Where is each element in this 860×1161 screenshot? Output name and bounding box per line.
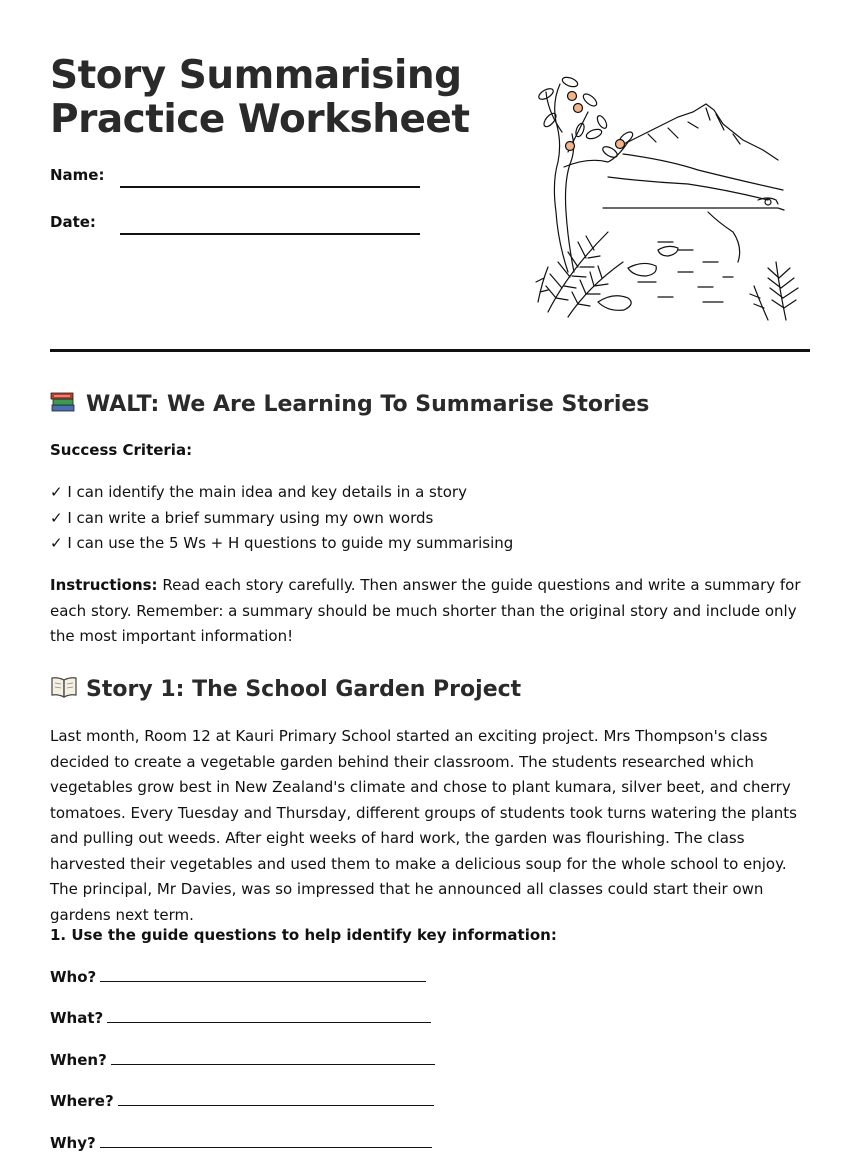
instructions-label: Instructions:: [50, 576, 158, 594]
name-label: Name:: [50, 166, 105, 184]
criteria-item: ✓ I can use the 5 Ws + H questions to guide my summarising: [50, 534, 514, 552]
divider: [50, 349, 810, 352]
instructions: [50, 573, 810, 650]
walt-heading: [50, 390, 649, 420]
guide-when-label: When?: [50, 1051, 107, 1069]
fern-icon: [548, 232, 608, 312]
guide-where-label: Where?: [50, 1092, 114, 1110]
tree-icon: [554, 84, 568, 272]
guide-what-label: What?: [50, 1009, 104, 1027]
guide-when: [50, 1051, 435, 1069]
landscape-illustration: [528, 72, 810, 322]
success-criteria-list: [50, 480, 513, 557]
walt-heading-text: WALT: We Are Learning To Summarise Stories: [86, 392, 650, 417]
books-icon: [50, 390, 80, 420]
guide-who: [50, 968, 426, 986]
guide-who-label: Who?: [50, 968, 97, 986]
worksheet-title: [50, 54, 470, 142]
open-book-icon: [50, 676, 80, 704]
story1-text: Last month, Room 12 at Kauri Primary School started an exciting project. Mrs Thompson's class decided to create a vegetable garden behind their classroom. The students researched which vegetables grow best in New Zealand's climate and chose to plant kumara, silver beet, and cherry tomatoes. Every Tuesday and Thursday, different groups of students took turns watering the plants and pulling out weeds. After eight weeks of hard work, the garden was flourishing. The class harvested their vegetables and used them to make a delicious soup for the whole school to enjoy. The principal, Mr Davies, was so impressed that he announced all classes could start their own gardens next term.: [50, 727, 797, 924]
story1-heading-text: Story 1: The School Garden Project: [86, 677, 522, 702]
name-field[interactable]: [120, 186, 420, 188]
guide-what: [50, 1009, 431, 1027]
criteria-item: ✓ I can write a brief summary using my own words: [50, 508, 434, 527]
mountain-icon: [628, 104, 778, 160]
title-line-1: Story Summarising: [50, 53, 462, 98]
guide-where: [50, 1092, 434, 1110]
where-answer-line[interactable]: [118, 1104, 434, 1106]
who-answer-line[interactable]: [100, 980, 426, 982]
title-line-2: Practice Worksheet: [50, 97, 470, 142]
story1-heading: [50, 676, 521, 704]
date-label: Date:: [50, 213, 96, 231]
question-1: 1. Use the guide questions to help identify key information:: [50, 926, 557, 944]
what-answer-line[interactable]: [107, 1021, 431, 1023]
success-criteria-label: Success Criteria:: [50, 441, 193, 459]
criteria-item: ✓ I can identify the main idea and key details in a story: [50, 483, 467, 501]
why-answer-line[interactable]: [100, 1146, 432, 1148]
date-field[interactable]: [120, 233, 420, 235]
guide-why: [50, 1134, 432, 1152]
guide-why-label: Why?: [50, 1134, 96, 1152]
instructions-text: Read each story carefully. Then answer the guide questions and write a summary for each story. Remember: a summary should be much shorter than the original story and include only the most important information!: [50, 576, 801, 645]
when-answer-line[interactable]: [111, 1063, 435, 1065]
